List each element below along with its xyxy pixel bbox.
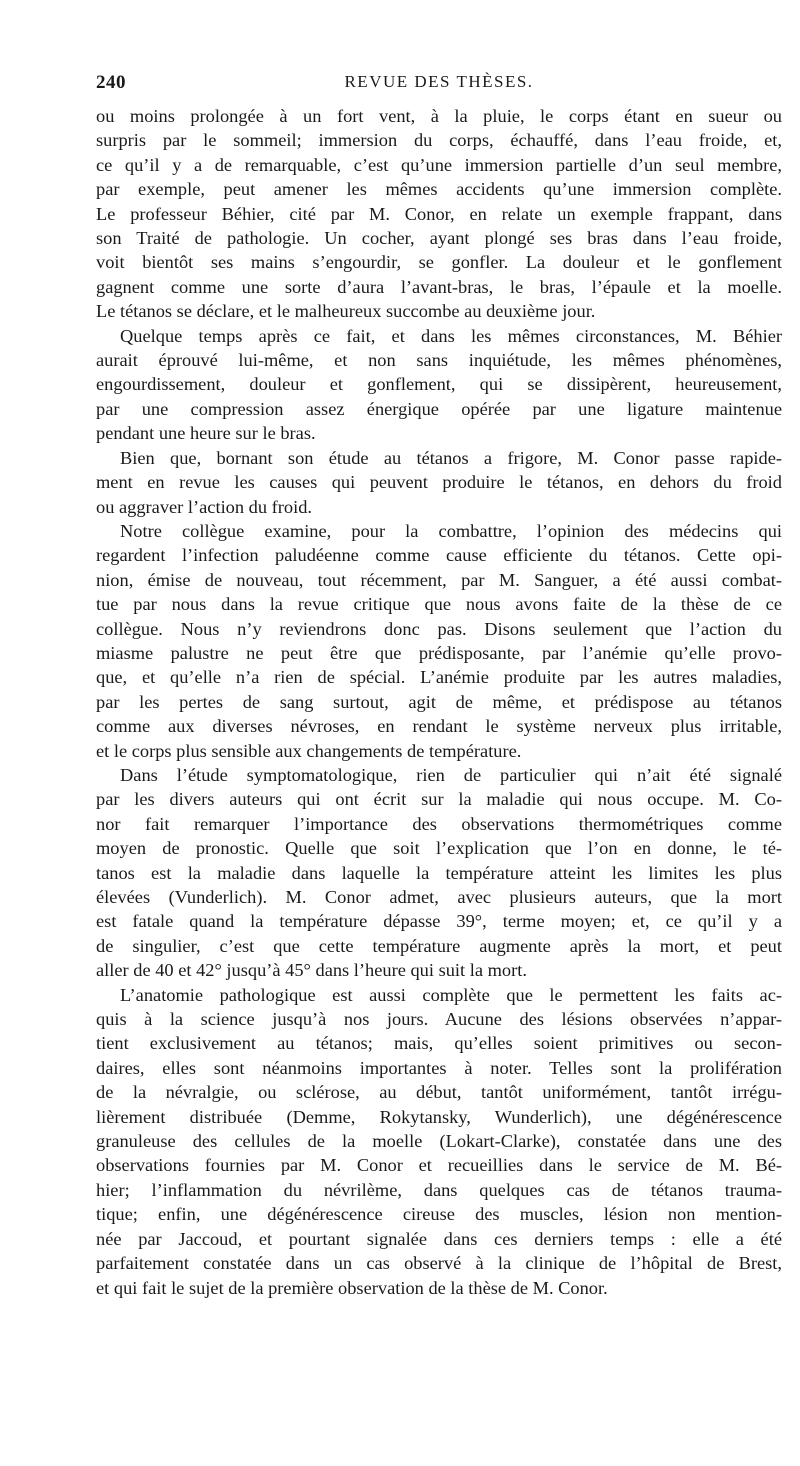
text-line: que, et qu’elle n’a rien de spécial. L’anémie produite par les autres maladies, (96, 667, 782, 688)
text-line: granuleuse des cellules de la moelle (Lokart-Clarke), constatée dans une des (96, 1131, 782, 1152)
running-head (96, 72, 782, 100)
text-line: nion, émise de nouveau, tout récemment, par M. Sanguer, a été aussi combat- (96, 569, 782, 590)
text-line: Le professeur Béhier, cité par M. Conor, en relate un exemple frappant, dans (96, 203, 782, 224)
text-line: ment en revue les causes qui peuvent produire le tétanos, en dehors du froid (96, 472, 782, 493)
page-number: 240 (96, 72, 126, 93)
text-line: Quelque temps après ce fait, et dans les mêmes circonstances, M. Béhier (120, 325, 782, 346)
text-line: Notre collègue examine, pour la combattre, l’opinion des médecins qui (120, 520, 782, 541)
text-line: collègue. Nous n’y reviendrons donc pas. Disons seulement que l’action du (96, 618, 782, 639)
text-line: et le corps plus sensible aux changements de température. (96, 740, 522, 761)
text-line: de la névralgie, ou sclérose, au début, tantôt uniformément, tantôt irrégu- (96, 1082, 782, 1103)
text-line: tue par nous dans la revue critique que nous avons faite de la thèse de ce (96, 594, 782, 615)
text-line: par les divers auteurs qui ont écrit sur la maladie qui nous occupe. M. Co- (96, 789, 782, 810)
text-line: née par Jaccoud, et pourtant signalée dans ces derniers temps : elle a été (96, 1228, 782, 1249)
text-line: par les pertes de sang surtout, agit de même, et prédispose au tétanos (96, 691, 782, 712)
text-line: par exemple, peut amener les mêmes accidents qu’une immersion complète. (96, 179, 782, 200)
text-line: regardent l’infection paludéenne comme cause efficiente du tétanos. Cette opi- (96, 545, 782, 566)
journal-title: REVUE DES THÈSES. (344, 72, 534, 91)
text-line: L’anatomie pathologique est aussi complète que le permettent les faits ac- (120, 984, 782, 1005)
text-line: Le tétanos se déclare, et le malheureux succombe au deuxième jour. (96, 301, 596, 322)
text-line: voit bientôt ses mains s’engourdir, se gonfler. La douleur et le gonflement (96, 252, 782, 273)
text-line: observations fournies par M. Conor et recueillies dans le service de M. Bé- (96, 1155, 782, 1176)
text-line: aurait éprouvé lui-même, et non sans inquiétude, les mêmes phénomènes, (96, 350, 782, 371)
text-line: par une compression assez énergique opérée par une ligature maintenue (96, 398, 782, 419)
text-line: moyen de pronostic. Quelle que soit l’explication que l’on en donne, le té- (96, 838, 782, 859)
text-line: son Traité de pathologie. Un cocher, ayant plongé ses bras dans l’eau froide, (96, 228, 782, 249)
text-line: nor fait remarquer l’importance des observations thermométriques comme (96, 813, 782, 834)
text-line: ce qu’il y a de remarquable, c’est qu’une immersion partielle d’un seul membre, (96, 154, 782, 175)
text-line: tient exclusivement au tétanos; mais, qu’elles soient primitives ou secon- (96, 1033, 782, 1054)
text-line: hier; l’inflammation du névrilème, dans quelques cas de tétanos trauma- (96, 1179, 782, 1200)
text-line: tanos est la maladie dans laquelle la température atteint les limites les plus (96, 862, 782, 883)
text-line: de singulier, c’est que cette température augmente après la mort, et peut (96, 935, 782, 956)
text-line: et qui fait le sujet de la première observation de la thèse de M. Conor. (96, 1277, 608, 1298)
text-line: daires, elles sont néanmoins importantes à noter. Telles sont la prolifération (96, 1057, 782, 1078)
text-line: lièrement distribuée (Demme, Rokytansky, Wunderlich), une dégénérescence (96, 1106, 782, 1127)
text-line: comme aux diverses névroses, en rendant le système nerveux plus irritable, (96, 716, 782, 737)
body-text (96, 104, 782, 1300)
text-line: tique; enfin, une dégénérescence cireuse des muscles, lésion non mention- (96, 1204, 782, 1225)
text-line: ou moins prolongée à un fort vent, à la pluie, le corps étant en sueur ou (96, 106, 782, 126)
text-line: surpris par le sommeil; immersion du corps, échauffé, dans l’eau froide, et, (96, 130, 782, 151)
text-line: engourdissement, douleur et gonflement, qui se dissipèrent, heureusement, (96, 374, 782, 395)
text-line: aller de 40 et 42° jusqu’à 45° dans l’heure qui suit la mort. (96, 960, 527, 981)
text-line: Dans l’étude symptomatologique, rien de particulier qui n’ait été signalé (120, 764, 782, 785)
text-line: pendant une heure sur le bras. (96, 423, 316, 444)
text-line: miasme palustre ne peut être que prédisposante, par l’anémie qu’elle provo- (96, 642, 782, 663)
text-line: parfaitement constatée dans un cas observé à la clinique de l’hôpital de Brest, (96, 1253, 782, 1274)
text-line: est fatale quand la température dépasse 39°, terme moyen; et, ce qu’il y a (96, 911, 782, 932)
text-line: gagnent comme une sorte d’aura l’avant-bras, le bras, l’épaule et la moelle. (96, 276, 782, 297)
text-line: Bien que, bornant son étude au tétanos a frigore, M. Conor passe rapide- (120, 447, 782, 468)
text-line: quis à la science jusqu’à nos jours. Aucune des lésions observées n’appar- (96, 1009, 782, 1030)
text-line: ou aggraver l’action du froid. (96, 496, 313, 517)
text-line: élevées (Vunderlich). M. Conor admet, avec plusieurs auteurs, que la mort (96, 887, 782, 907)
